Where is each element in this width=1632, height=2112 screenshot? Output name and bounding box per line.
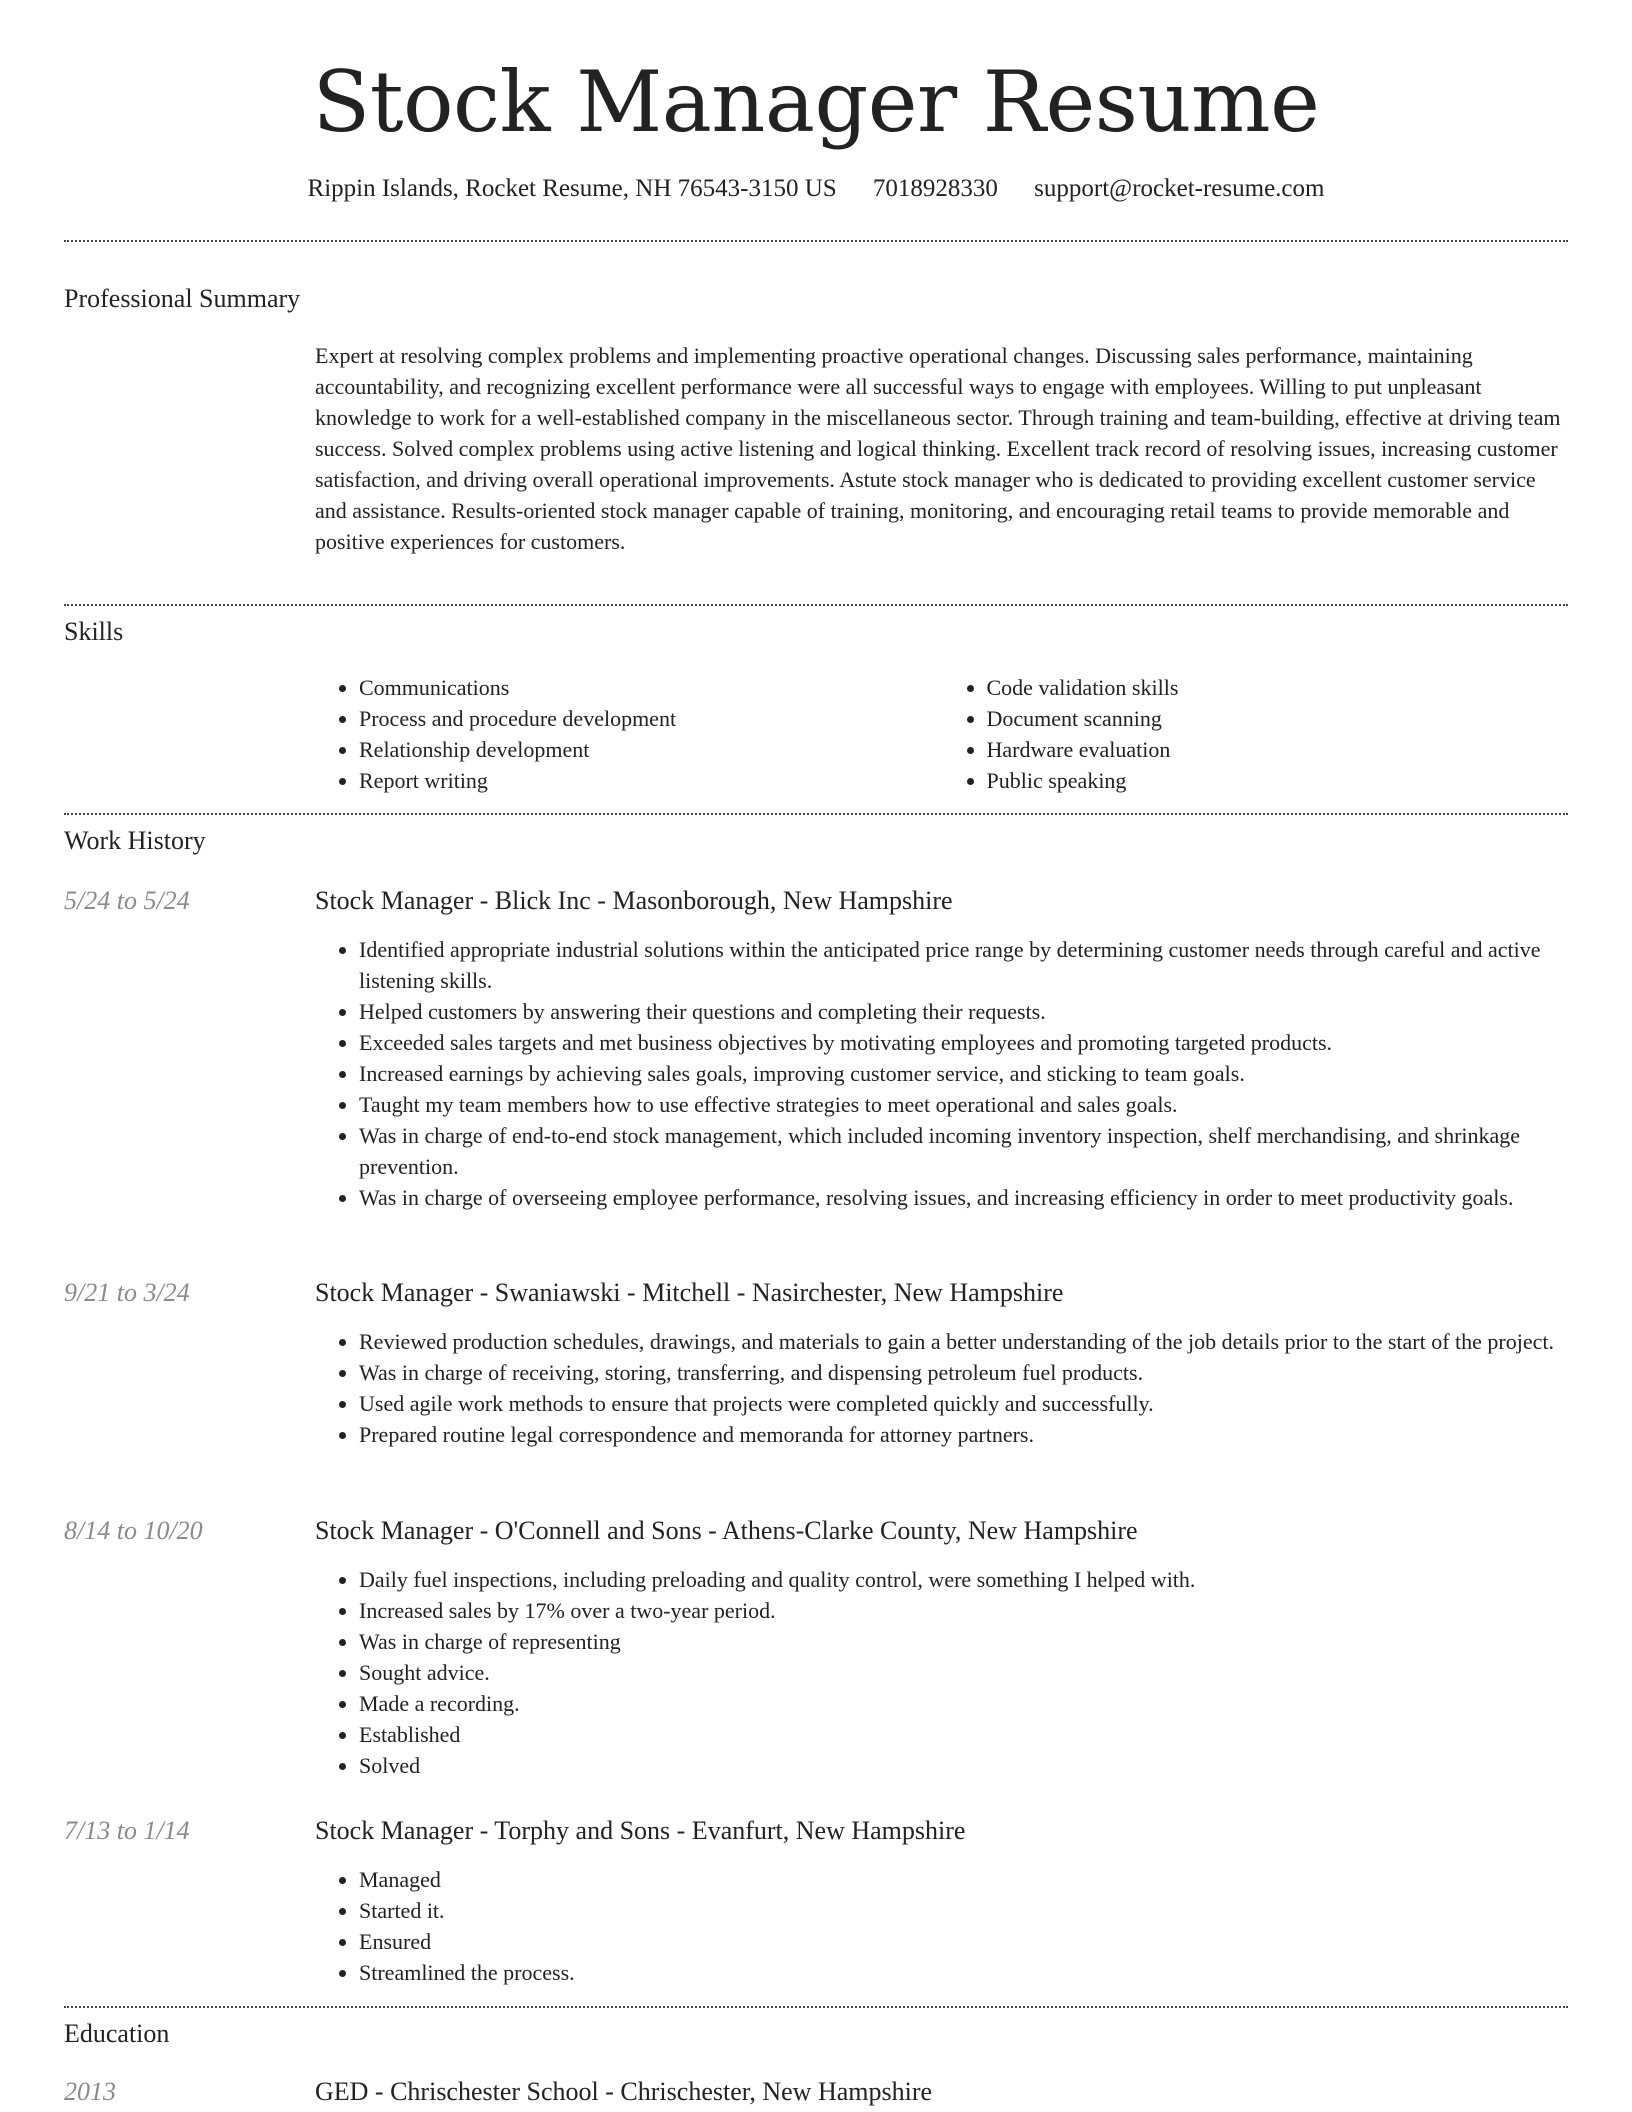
job-dates: 7/13 to 1/14 [64, 1816, 190, 1845]
job-dates: 5/24 to 5/24 [64, 886, 190, 915]
job-bullet: • Increased earnings by achieving sales goals, improving customer service, and sticking to team goals. [359, 1058, 1614, 1089]
contact-address: Rippin Islands, Rocket Resume, NH 76543-3150 US [307, 175, 837, 202]
job-bullet: • Identified appropriate industrial solutions within the anticipated price range by determining customer needs through careful and active listening skills. [359, 934, 1614, 996]
job-bullet: • Prepared routine legal correspondence and memoranda for attorney partners. [359, 1419, 1614, 1450]
section-heading-education: Education [64, 2019, 170, 2048]
divider [64, 813, 1568, 815]
job-bullet: • Helped customers by answering their questions and completing their requests. [359, 996, 1614, 1027]
skill-item: • Public speaking [987, 765, 1571, 796]
skills-column-left [315, 672, 943, 796]
job-title: Stock Manager - Swaniawski - Mitchell - Nasirchester, New Hampshire [315, 1278, 1064, 1307]
skill-item: • Document scanning [987, 703, 1571, 734]
skill-item: • Process and procedure development [359, 703, 943, 734]
job-bullet: • Daily fuel inspections, including preloading and quality control, were something I helped with. [359, 1564, 1614, 1595]
contact-line [0, 172, 1632, 206]
education-title: GED - Chrischester School - Chrischester, New Hampshire [315, 2077, 933, 2106]
job-dates: 8/14 to 10/20 [64, 1516, 203, 1545]
skill-item: • Report writing [359, 765, 943, 796]
contact-email: support@rocket-resume.com [1034, 175, 1325, 202]
job-bullet: • Exceeded sales targets and met business objectives by motivating employees and promoting targeted products. [359, 1027, 1614, 1058]
divider [64, 2006, 1568, 2008]
summary-text: Expert at resolving complex problems and implementing proactive operational changes. Discussing sales performance, maintaining accountability, and recognizing excellent performance were all successful ways to engage with employees. Willing to put unpleasant knowledge to work for a well-established company in the miscellaneous sector. Through training and team-building, effective at driving team success. Solved complex problems using active listening and logical thinking. Excellent track record of resolving issues, increasing customer satisfaction, and driving overall operational improvements. Astute stock manager who is dedicated to providing excellent customer service and assistance. Results-oriented stock manager capable of training, monitoring, and encouraging retail teams to provide memorable and positive experiences for customers. [315, 343, 1561, 554]
skill-item: • Code validation skills [987, 672, 1571, 703]
job-bullet: • Taught my team members how to use effective strategies to meet operational and sales goals. [359, 1089, 1614, 1120]
skill-item: • Communications [359, 672, 943, 703]
job-bullet: • Managed [359, 1864, 1614, 1895]
job-bullets [315, 1326, 1614, 1450]
job-dates: 9/21 to 3/24 [64, 1278, 190, 1307]
job-title: Stock Manager - Torphy and Sons - Evanfurt, New Hampshire [315, 1816, 966, 1845]
job-bullets [315, 934, 1614, 1213]
job-bullet: • Made a recording. [359, 1688, 1614, 1719]
job-bullet: • Was in charge of representing [359, 1626, 1614, 1657]
job-bullet: • Established [359, 1719, 1614, 1750]
job-bullet: • Sought advice. [359, 1657, 1614, 1688]
education-date: 2013 [64, 2077, 116, 2106]
section-heading-summary: Professional Summary [64, 284, 301, 313]
job-bullet: • Was in charge of receiving, storing, transferring, and dispensing petroleum fuel products. [359, 1357, 1614, 1388]
divider [64, 240, 1568, 242]
resume-title: Stock Manager Resume [312, 53, 1320, 151]
section-heading-work: Work History [64, 826, 206, 855]
skills-column-right [943, 672, 1571, 796]
job-title: Stock Manager - Blick Inc - Masonborough, New Hampshire [315, 886, 953, 915]
job-bullets [315, 1564, 1614, 1781]
job-bullet: • Used agile work methods to ensure that projects were completed quickly and successfully. [359, 1388, 1614, 1419]
job-bullet: • Solved [359, 1750, 1614, 1781]
job-title: Stock Manager - O'Connell and Sons - Athens-Clarke County, New Hampshire [315, 1516, 1138, 1545]
job-bullet: • Started it. [359, 1895, 1614, 1926]
job-bullet: • Was in charge of overseeing employee performance, resolving issues, and increasing efficiency in order to meet productivity goals. [359, 1182, 1614, 1213]
contact-phone: 7018928330 [872, 175, 998, 202]
job-bullet: • Was in charge of end-to-end stock management, which included incoming inventory inspection, shelf merchandising, and shrinkage prevention. [359, 1120, 1614, 1182]
job-bullet: • Reviewed production schedules, drawings, and materials to gain a better understanding of the job details prior to the start of the project. [359, 1326, 1614, 1357]
job-bullet: • Streamlined the process. [359, 1957, 1614, 1988]
skill-item: • Hardware evaluation [987, 734, 1571, 765]
job-bullet: • Increased sales by 17% over a two-year period. [359, 1595, 1614, 1626]
skill-item: • Relationship development [359, 734, 943, 765]
divider [64, 604, 1568, 606]
job-bullets [315, 1864, 1614, 1988]
job-bullet: • Ensured [359, 1926, 1614, 1957]
section-heading-skills: Skills [64, 617, 124, 646]
skills-list [315, 672, 1570, 796]
